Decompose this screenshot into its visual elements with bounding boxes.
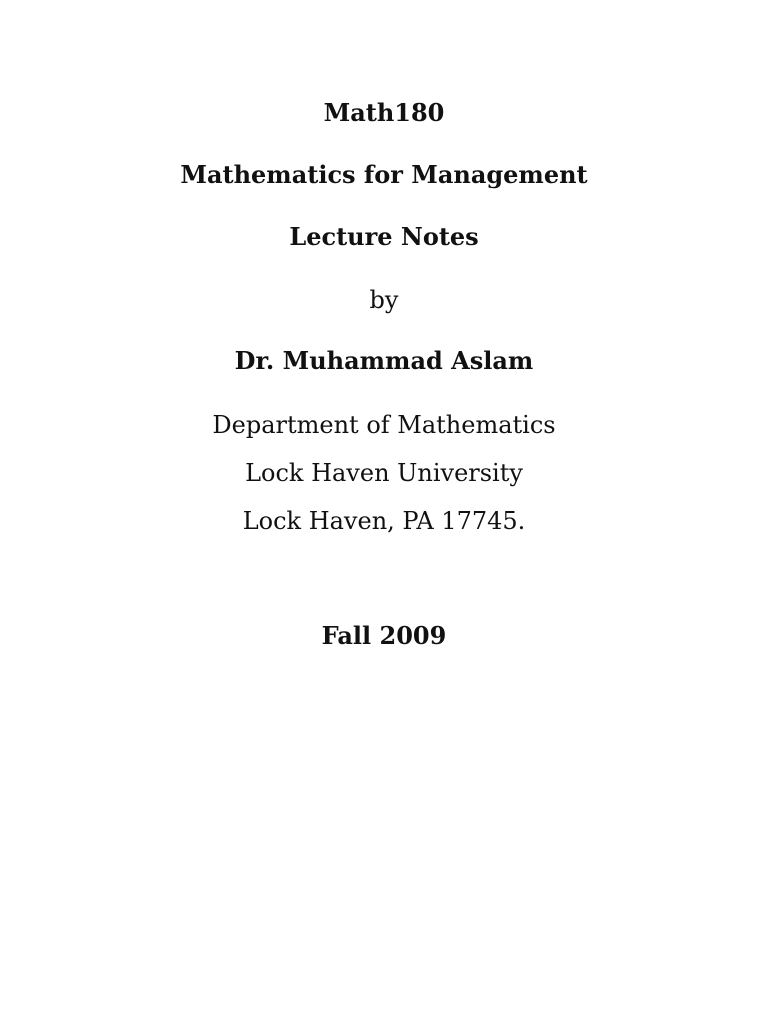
- university-name: Lock Haven University: [245, 459, 523, 487]
- course-code: Math180: [323, 98, 445, 127]
- department-name: Department of Mathematics: [212, 411, 556, 439]
- course-title: Mathematics for Management: [180, 160, 588, 189]
- author-name: Dr. Muhammad Aslam: [234, 346, 534, 375]
- university-address: Lock Haven, PA 17745.: [242, 507, 526, 535]
- by-line: by: [369, 286, 399, 314]
- document-type: Lecture Notes: [289, 222, 479, 251]
- term: Fall 2009: [321, 621, 447, 650]
